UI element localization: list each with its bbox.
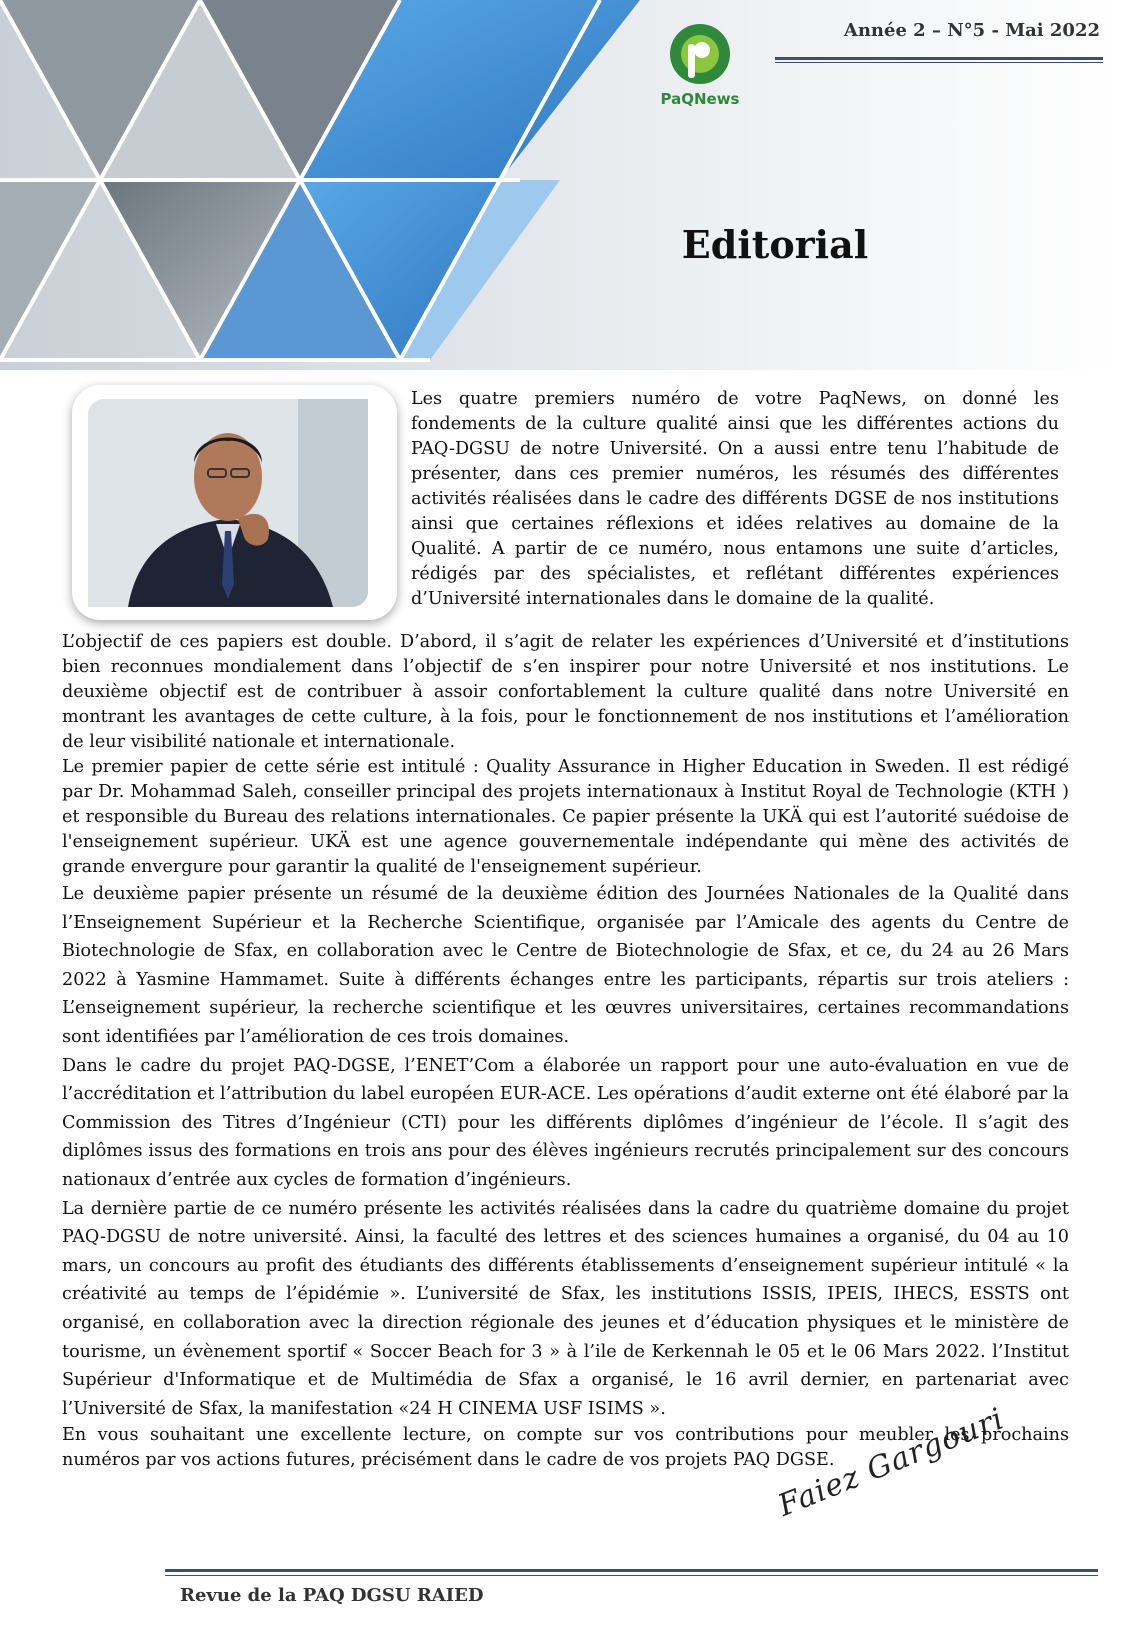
body-paragraph: Dans le cadre du projet PAQ-DGSE, l’ENET’Com a élaborée un rapport pour une auto-évaluation en vue de l’accréditation et l’attribution du label européen EUR-ACE. Les opérations d’audit externe ont été élaboré par la Commission des Titres d’Ingénieur (CTI) pour les différents diplômes d’ingénieur de l’école. Il s’agit des diplômes issus des formations en trois ans pour des élèves ingénieurs recrutés principalement sur des concours nationaux d’entrée aux cycles de formation d’ingénieurs. — [62, 1055, 1069, 1190]
footer-divider-thin — [165, 1575, 1098, 1576]
body-paragraph: Le premier papier de cette série est intitulé : Quality Assurance in Higher Education in Sweden. Il est rédigé par Dr. Mohammad Saleh, conseiller principal des projets internationaux à Institut Royal de Technologie (KTH ) et responsible du Bureau des relations internationales. Ce papier présente la UKÄ qui est l’autorité suédoise de l'enseignement supérieur. UKÄ est une agence gouvernementale indépendante qui mène des activités de grande envergure pour garantir la qualité de l'enseignement supérieur. — [62, 757, 1069, 877]
issue-info: Année 2 – N°5 - Mai 2022 — [843, 20, 1100, 41]
paqnews-logo — [660, 20, 740, 112]
body-paragraph: L’objectif de ces papiers est double. D’abord, il s’agit de relater les expériences d’Université et d’institutions bien reconnues mondialement dans l’objectif de s’en inspirer pour notre Université et nos institutions. Le deuxième objectif est de contribuer à assoir confortablement la culture qualité dans notre Université en montrant les avantages de cette culture, à la fois, pour le fonctionnement de nos institutions et l’amélioration de leur visibilité nationale et internationale. — [62, 632, 1069, 752]
body-paragraph: Le deuxième papier présente un résumé de la deuxième édition des Journées Nationales de la Qualité dans l’Enseignement Supérieur et la Recherche Scientifique, organisée par l’Amicale des agents du Centre de Biotechnologie de Sfax, en collaboration avec le Centre de Biotechnologie de Sfax, et ce, du 24 au 26 Mars 2022 à Yasmine Hammamet. Suite à différents échanges entre les participants, répartis sur trois ateliers : L’enseignement supérieur, la recherche scientifique et les œuvres universitaires, certaines recommandations sont identifiées par l’amélioration de ces trois domaines. — [62, 884, 1069, 1047]
article-body — [62, 630, 1069, 1473]
paqnews-logo-icon — [660, 20, 740, 90]
signature: Faiez Gargouri — [773, 1401, 1010, 1524]
header-triangle-graphic — [0, 0, 640, 370]
page-title: Editorial — [681, 222, 869, 267]
logo-text: PaQNews — [660, 90, 740, 108]
portrait-illustration — [88, 399, 368, 607]
intro-paragraph: Les quatre premiers numéro de votre PaqNews, on donné les fondements de la culture qualité ainsi que les différentes actions du PAQ-DGSU de notre Université. On a aussi entre tenu l’habitude de présenter, dans ces premier numéros, les résumés des différentes activités réalisées dans le cadre des différents DGSE de nos institutions ainsi que certaines réflexions et idées relatives au domaine de la Qualité. A partir de ce numéro, nous entamons une suite d’articles, rédigés par des spécialistes, et reflétant différentes expériences d’Université internationales dans le domaine de la qualité. — [411, 389, 1059, 609]
header-divider-thin — [775, 62, 1103, 63]
footer-text: Revue de la PAQ DGSU RAIED — [180, 1585, 484, 1606]
header-divider — [775, 57, 1103, 60]
body-paragraph: En vous souhaitant une excellente lecture, on compte sur vos contributions pour meubler les prochains numéros par vos actions futures, précisément dans le cadre de vos projets PAQ DGSE. — [62, 1425, 1069, 1471]
body-paragraph: La dernière partie de ce numéro présente les activités réalisées dans la cadre du quatrième domaine du projet PAQ-DGSU de notre université. Ainsi, la faculté des lettres et des sciences humaines a organisé, du 04 au 10 mars, un concours au profit des étudiants des différents établissements d’enseignement supérieur intitulé « la créativité au temps de l’épidémie ». L’université de Sfax, les institutions ISSIS, IPEIS, IHECS, ESSTS ont organisé, en collaboration avec la direction régionale des jeunes et d’éducation physiques et le ministère de tourisme, un évènement sportif « Soccer Beach for 3 » à l’ile de Kerkennah le 05 et le 06 Mars 2022. l’Institut Supérieur d'Informatique et de Multimédia de Sfax a organisé, le 16 avril dernier, en partenariat avec l’Université de Sfax, la manifestation «24 H CINEMA USF ISIMS ». — [62, 1198, 1069, 1419]
footer-divider — [165, 1569, 1098, 1572]
author-photo — [88, 399, 368, 607]
author-photo-frame — [72, 385, 397, 620]
